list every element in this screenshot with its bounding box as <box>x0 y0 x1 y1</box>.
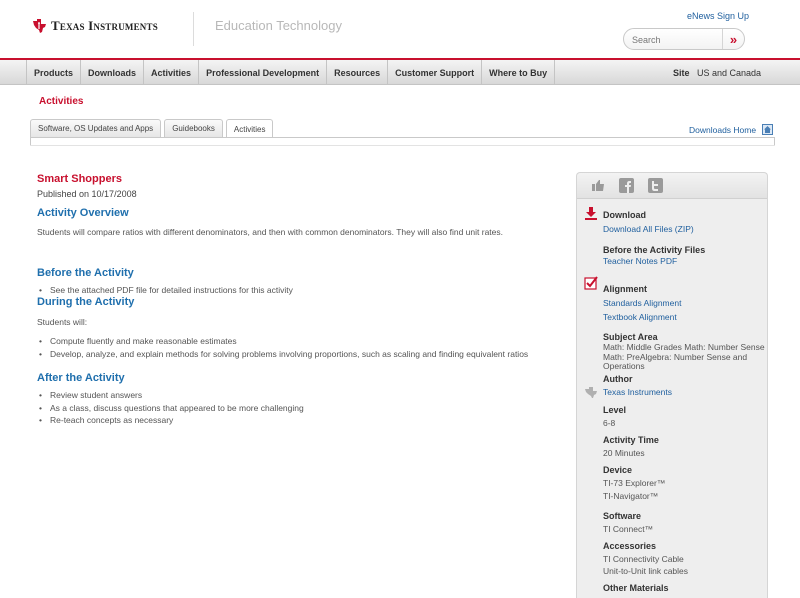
activity-time-label: Activity Time <box>603 435 659 445</box>
level-value: 6-8 <box>603 418 616 428</box>
nav-item-professional-development[interactable]: Professional Development <box>199 60 327 85</box>
download-all-files-link[interactable]: Download All Files (ZIP) <box>603 224 694 234</box>
list-item: • See the attached PDF file for detailed instructions for this activity <box>37 284 537 297</box>
after-heading: After the Activity <box>37 372 125 384</box>
during-heading: During the Activity <box>37 296 135 308</box>
after-list <box>37 389 537 427</box>
thumbs-up-icon[interactable] <box>590 178 605 193</box>
download-icon <box>584 206 598 220</box>
downloads-home-link[interactable]: Downloads Home <box>689 125 757 135</box>
download-label: Download <box>603 210 646 220</box>
section-name: Education Technology <box>215 18 342 33</box>
share-bar <box>577 173 767 199</box>
accessories-value: TI Connectivity Cable <box>603 554 684 564</box>
author-ti-logo-icon <box>584 385 598 399</box>
search-box <box>623 28 745 50</box>
device-label: Device <box>603 465 633 475</box>
tab-software-os-updates[interactable]: Software, OS Updates and Apps <box>30 119 161 137</box>
tabs-divider <box>30 137 775 138</box>
before-heading: Before the Activity <box>37 267 134 279</box>
accessories-value: Unit-to-Unit link cables <box>603 566 689 576</box>
nav-item-activities[interactable]: Activities <box>144 60 199 85</box>
standards-alignment-link[interactable]: Standards Alignment <box>603 298 682 308</box>
nav-item-products[interactable]: Products <box>26 60 81 85</box>
main-nav <box>0 58 800 85</box>
nav-item-resources[interactable]: Resources <box>327 60 388 85</box>
activity-time-value: 20 Minutes <box>603 448 645 458</box>
nav-item-customer-support[interactable]: Customer Support <box>388 60 482 85</box>
published-date: Published on 10/17/2008 <box>37 189 137 199</box>
textbook-alignment-link[interactable]: Textbook Alignment <box>603 312 677 322</box>
device-value: TI-73 Explorer™ <box>603 478 666 488</box>
enews-signup-link[interactable]: eNews Sign Up <box>687 11 750 21</box>
site-selector[interactable]: US and Canada <box>697 68 762 78</box>
activity-sidebar <box>576 172 768 598</box>
accessories-label: Accessories <box>603 541 657 551</box>
during-intro: Students will: <box>37 317 88 327</box>
site-label: Site <box>673 68 690 78</box>
home-icon[interactable] <box>762 124 773 135</box>
activity-title: Smart Shoppers <box>37 173 122 185</box>
list-item: • Develop, analyze, and explain methods for solving problems involving proportions, such as scaling and finding equivalent ratios <box>37 348 537 361</box>
list-item: • As a class, discuss questions that appeared to be more challenging <box>37 402 537 415</box>
subject-area-value: Math: Middle Grades Math: Number Sense Math: PreAlgebra: Number Sense and Operations <box>603 342 765 371</box>
overview-heading: Activity Overview <box>37 207 129 219</box>
nav-item-where-to-buy[interactable]: Where to Buy <box>482 60 555 85</box>
during-list <box>37 335 537 360</box>
search-submit-button[interactable]: » <box>722 29 744 49</box>
before-files-label: Before the Activity Files <box>603 245 706 255</box>
ti-logo[interactable] <box>32 18 158 34</box>
twitter-icon[interactable] <box>648 178 663 193</box>
before-list <box>37 284 537 297</box>
author-link[interactable]: Texas Instruments <box>603 387 672 397</box>
level-label: Level <box>603 405 627 415</box>
teacher-notes-pdf-link[interactable]: Teacher Notes PDF <box>603 256 678 266</box>
list-item: • Review student answers <box>37 389 537 402</box>
brand-name: Texas Instruments <box>51 18 158 33</box>
nav-item-downloads[interactable]: Downloads <box>81 60 144 85</box>
facebook-icon[interactable] <box>619 178 634 193</box>
tab-activities[interactable]: Activities <box>226 119 274 138</box>
alignment-label: Alignment <box>603 284 647 294</box>
author-label: Author <box>603 374 633 384</box>
tabs-box-bottom-edge <box>30 145 775 146</box>
list-item: • Re-teach concepts as necessary <box>37 414 537 427</box>
site-header <box>0 0 800 58</box>
software-value: TI Connect™ <box>603 524 654 534</box>
search-input[interactable] <box>632 32 722 47</box>
ti-state-logo-icon <box>32 18 47 34</box>
tab-guidebooks[interactable]: Guidebooks <box>164 119 223 137</box>
alignment-checkbox-icon <box>584 276 598 290</box>
other-materials-label: Other Materials <box>603 583 669 593</box>
device-value: TI-Navigator™ <box>603 491 659 501</box>
overview-text: Students will compare ratios with different denominators, and then with common denominators. They will also find unit rates. <box>37 227 504 237</box>
subject-area-label: Subject Area <box>603 332 658 342</box>
list-item: • Compute fluently and make reasonable estimates <box>37 335 537 348</box>
logo-divider <box>193 12 194 46</box>
page-title: Activities <box>39 96 84 107</box>
download-tabs <box>30 119 276 138</box>
software-label: Software <box>603 511 642 521</box>
